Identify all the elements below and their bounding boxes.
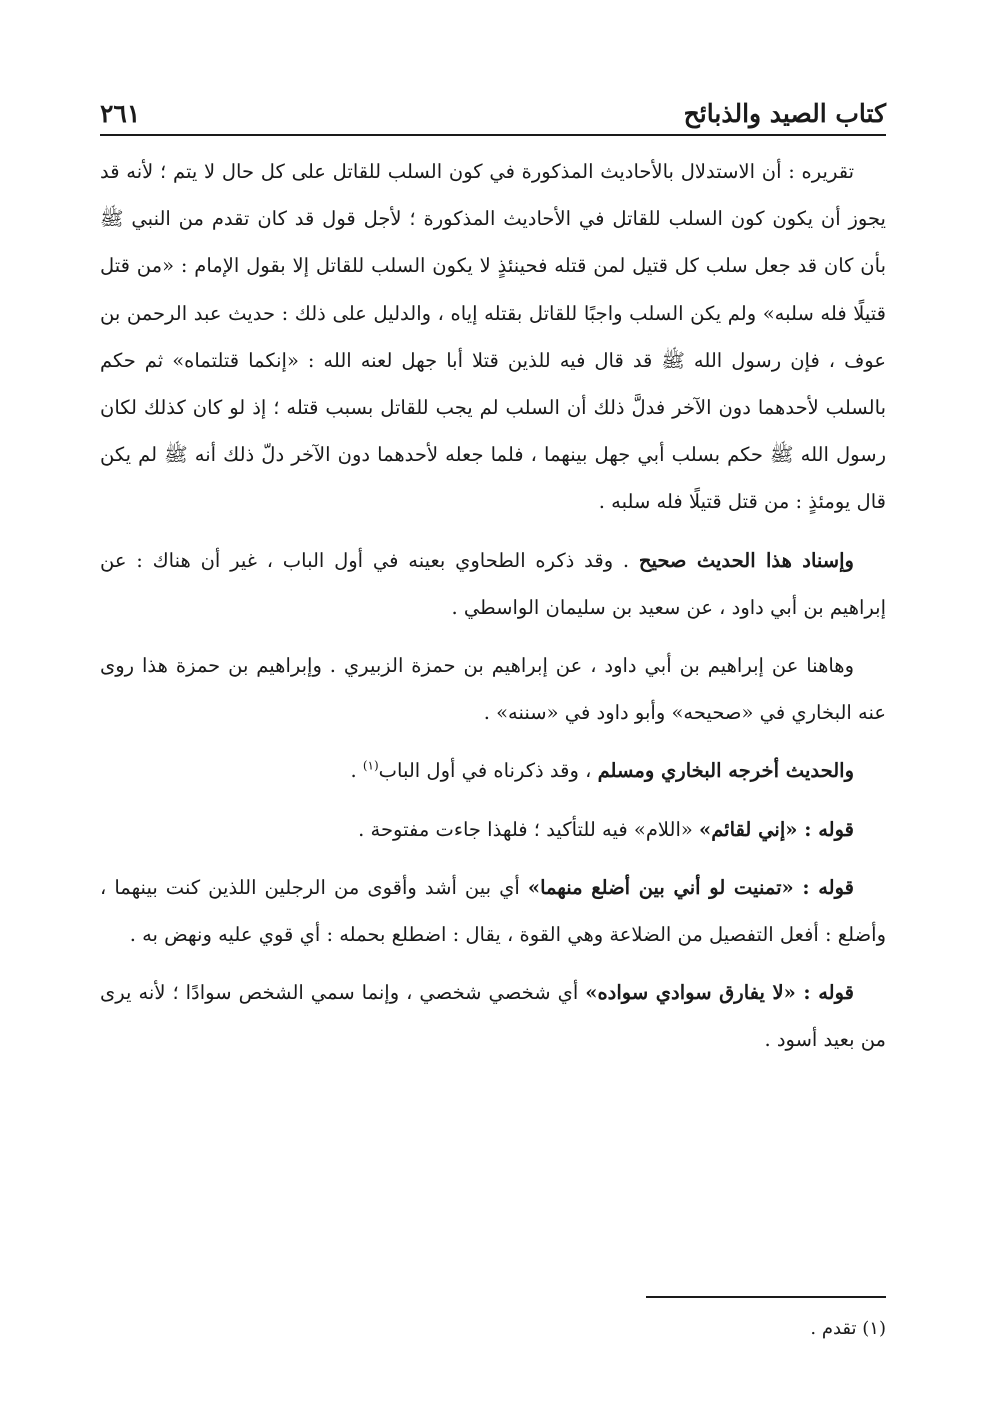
paragraph-isnad	[100, 537, 886, 631]
paragraph-tail: .	[350, 759, 363, 783]
page-header	[100, 84, 886, 128]
paragraph-text: أي شخصي شخصي ، وإنما سمي الشخص سوادًا ؛ لأنه يرى من بعيد أسود .	[100, 981, 886, 1052]
header-rule	[100, 134, 886, 136]
body-text	[100, 148, 886, 1064]
paragraph-text: أي بين أشد وأقوى من الرجلين اللذين كنت بينهما ، وأضلع : أفعل التفصيل من الضلاعة وهي القوة ، يقال : اضطلع بحمله : أي قوي عليه ونهض به .	[100, 875, 886, 947]
paragraph-heading: قوله : «تمنيت لو أني بين أضلع منهما»	[527, 875, 854, 899]
footnote: (١) تقدم .	[810, 1318, 886, 1339]
paragraph-text: . وقد ذكره الطحاوي بعينه في أول الباب ، غير أن هناك : عن إبراهيم بن أبي داود ، عن سعيد بن سليمان الواسطي .	[100, 548, 886, 619]
paragraph-heading: قوله : «لا يفارق سوادي سواده»	[585, 981, 854, 1005]
paragraph-qawluh-2	[100, 864, 886, 958]
paragraph-heading: والحديث أخرجه البخاري ومسلم	[597, 759, 854, 783]
paragraph-text: تقريره : أن الاستدلال بالأحاديث المذكورة في كون السلب للقاتل على كل حال لا يتم ؛ لأنه قد يجوز أن يكون كون السلب للقاتل في الأحاديث المذكورة ؛ لأجل قول قد كان تقدم من النبي ﷺ بأن كان قد جعل سلب كل قتيل لمن قتله فحينئذٍ لا يكون السلب للقاتل إلا بقول الإمام : «من قتل قتيلًا فله سلبه» ولم يكن السلب واجبًا للقاتل بقتله إياه ، والدليل على ذلك : حديث عبد الرحمن بن عوف ، فإن رسول الله ﷺ قد قال فيه للذين قتلا أبا جهل لعنه الله : «إنكما قتلتماه» ثم حكم بالسلب لأحدهما دون الآخر فدلَّ ذلك أن السلب لم يجب للقاتل بسبب قتله ؛ إذ لو كان كذلك لكان رسول الله ﷺ حكم بسلب أبي جهل بينهما ، فلما جعله لأحدهما دون الآخر دلّ ذلك أنه ﷺ لم يكن قال يومئذٍ : من قتل قتيلًا فله سلبه .	[100, 160, 886, 514]
page-number: ٢٦١	[100, 99, 141, 128]
paragraph-text: «اللام» فيه للتأكيد ؛ فلهذا جاءت مفتوحة .	[358, 817, 700, 841]
paragraph-heading: قوله : «إني لقائم»	[699, 817, 854, 841]
paragraph-commentary	[100, 148, 886, 526]
paragraph-text: ، وقد ذكرناه في أول الباب	[378, 759, 598, 783]
paragraph-qawluh-1	[100, 806, 886, 853]
paragraph-text: وهاهنا عن إبراهيم بن أبي داود ، عن إبراهيم بن حمزة الزبيري . وإبراهيم بن حمزة هذا روى عنه البخاري في «صحيحه» وأبو داود في «سننه» .	[100, 654, 886, 725]
paragraph-qawluh-3	[100, 969, 886, 1063]
footnote-rule	[646, 1296, 886, 1298]
paragraph-takhrij	[100, 747, 886, 794]
paragraph-heading: وإسناد هذا الحديث صحيح	[638, 548, 854, 572]
chapter-title: كتاب الصيد والذبائح	[683, 99, 886, 128]
paragraph-narrator	[100, 642, 886, 736]
footnote-marker[interactable]: (١)	[362, 758, 379, 773]
